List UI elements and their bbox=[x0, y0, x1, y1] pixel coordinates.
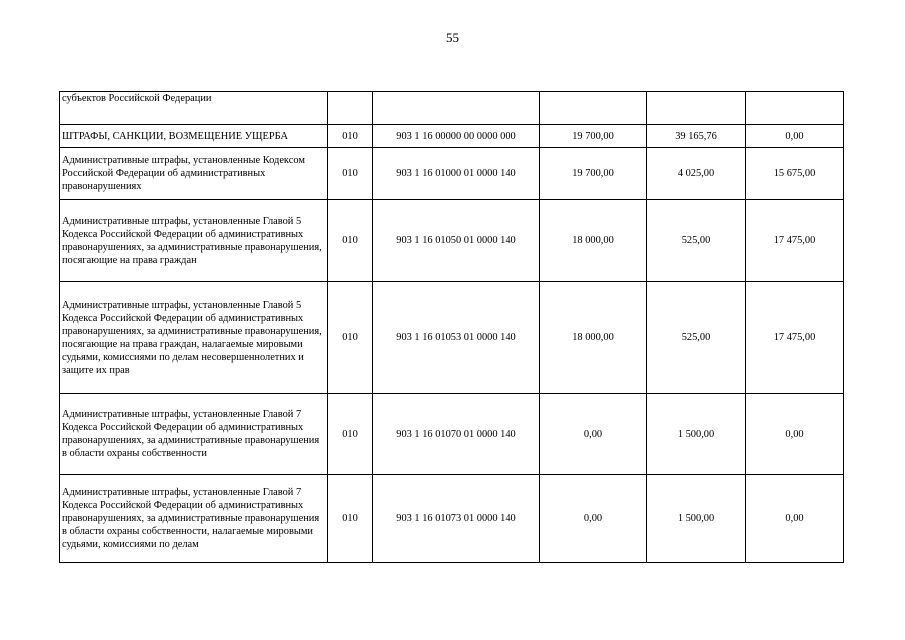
row-value-3 bbox=[746, 92, 844, 125]
row-value-1: 18 000,00 bbox=[540, 282, 647, 394]
row-value-2: 4 025,00 bbox=[647, 148, 746, 200]
row-kbk: 903 1 16 01050 01 0000 140 bbox=[373, 200, 540, 282]
row-value-3: 0,00 bbox=[746, 394, 844, 475]
row-value-2 bbox=[647, 92, 746, 125]
row-name: Административные штрафы, установленные Главой 5 Кодекса Российской Федерации об административных правонарушениях, за административные правонарушения, посягающие на права граждан, налагаемые мировыми судьями, комиссиями по делам несовершеннолетних и защите их прав bbox=[60, 282, 328, 394]
table-row bbox=[60, 125, 844, 148]
row-kbk: 903 1 16 01070 01 0000 140 bbox=[373, 394, 540, 475]
row-value-2: 1 500,00 bbox=[647, 394, 746, 475]
row-value-2: 525,00 bbox=[647, 200, 746, 282]
table-row bbox=[60, 92, 844, 125]
row-kbk: 903 1 16 01053 01 0000 140 bbox=[373, 282, 540, 394]
row-value-1: 0,00 bbox=[540, 475, 647, 563]
page-number: 55 bbox=[446, 30, 459, 45]
row-code: 010 bbox=[328, 394, 373, 475]
table-row bbox=[60, 148, 844, 200]
row-value-2: 1 500,00 bbox=[647, 475, 746, 563]
row-value-3: 15 675,00 bbox=[746, 148, 844, 200]
row-name: Административные штрафы, установленные Главой 5 Кодекса Российской Федерации об административных правонарушениях, за административные правонарушения, посягающие на права граждан bbox=[60, 200, 328, 282]
row-value-3: 17 475,00 bbox=[746, 200, 844, 282]
row-value-2: 39 165,76 bbox=[647, 125, 746, 148]
row-kbk bbox=[373, 92, 540, 125]
row-value-1: 0,00 bbox=[540, 394, 647, 475]
row-kbk: 903 1 16 01073 01 0000 140 bbox=[373, 475, 540, 563]
row-name: ШТРАФЫ, САНКЦИИ, ВОЗМЕЩЕНИЕ УЩЕРБА bbox=[60, 125, 328, 148]
row-name: субъектов Российской Федерации bbox=[60, 92, 328, 125]
table-row bbox=[60, 394, 844, 475]
row-code: 010 bbox=[328, 125, 373, 148]
row-kbk: 903 1 16 01000 01 0000 140 bbox=[373, 148, 540, 200]
table-row bbox=[60, 475, 844, 563]
row-value-1: 18 000,00 bbox=[540, 200, 647, 282]
row-value-1: 19 700,00 bbox=[540, 148, 647, 200]
row-code: 010 bbox=[328, 475, 373, 563]
row-name: Административные штрафы, установленные Главой 7 Кодекса Российской Федерации об административных правонарушениях, за административные правонарушения в области охраны собственности, налагаемые мировыми судьями, комиссиями по делам bbox=[60, 475, 328, 563]
table-row bbox=[60, 200, 844, 282]
row-name: Административные штрафы, установленные Главой 7 Кодекса Российской Федерации об административных правонарушениях, за административные правонарушения в области охраны собственности bbox=[60, 394, 328, 475]
row-code: 010 bbox=[328, 200, 373, 282]
row-name: Административные штрафы, установленные Кодексом Российской Федерации об административных правонарушениях bbox=[60, 148, 328, 200]
row-code: 010 bbox=[328, 282, 373, 394]
row-value-3: 17 475,00 bbox=[746, 282, 844, 394]
row-value-1: 19 700,00 bbox=[540, 125, 647, 148]
row-code: 010 bbox=[328, 148, 373, 200]
table-row bbox=[60, 282, 844, 394]
row-code bbox=[328, 92, 373, 125]
revenue-table bbox=[59, 91, 844, 563]
row-value-1 bbox=[540, 92, 647, 125]
row-value-3: 0,00 bbox=[746, 125, 844, 148]
row-kbk: 903 1 16 00000 00 0000 000 bbox=[373, 125, 540, 148]
row-value-3: 0,00 bbox=[746, 475, 844, 563]
row-value-2: 525,00 bbox=[647, 282, 746, 394]
